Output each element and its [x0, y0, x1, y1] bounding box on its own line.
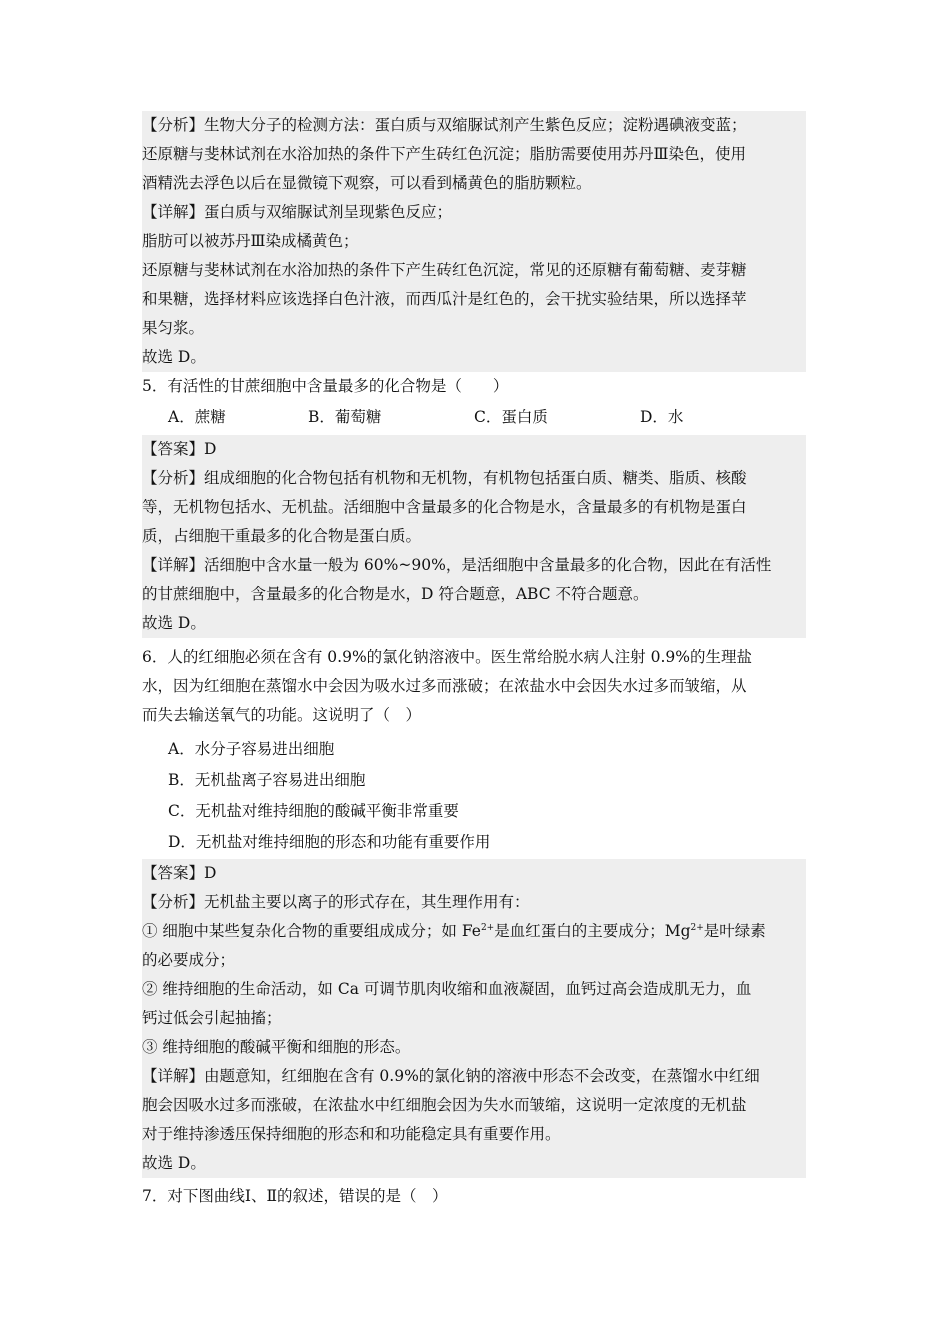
q4-analysis-line: 酒精洗去浮色以后在显微镜下观察，可以看到橘黄色的脂肪颗粒。 — [142, 174, 592, 192]
q6-point-1-text: ① 细胞中某些复杂化合物的重要组成成分；如 Fe — [142, 922, 481, 940]
q4-detail-line: 【详解】蛋白质与双缩脲试剂呈现紫色反应； — [142, 203, 453, 221]
q6-conclusion: 故选 D。 — [142, 1154, 206, 1172]
q6-point-1 — [142, 917, 806, 946]
q5-explanation-block — [142, 435, 806, 638]
q6-option-b: B．无机盐离子容易进出细胞 — [168, 771, 366, 789]
q5-detail-line: 【详解】活细胞中含水量一般为 60%~90%，是活细胞中含量最多的化合物，因此在有活性 — [142, 556, 772, 574]
q5-analysis-line: 等，无机物包括水、无机盐。活细胞中含量最多的化合物是水，含量最多的有机物是蛋白 — [142, 498, 747, 516]
mg-charge: 2+ — [690, 923, 704, 933]
q6-detail-line: 对于维持渗透压保持细胞的形态和和功能稳定具有重要作用。 — [142, 1125, 561, 1143]
q7-stem: 7．对下图曲线Ⅰ、Ⅱ的叙述，错误的是（ ） — [142, 1187, 448, 1205]
q5-detail-line: 的甘蔗细胞中，含量最多的化合物是水，D 符合题意，ABC 不符合题意。 — [142, 585, 649, 603]
q6-point-2-cont: 钙过低会引起抽搐； — [142, 1009, 282, 1027]
q5-options — [168, 403, 683, 432]
q6-stem-line: 水，因为红细胞在蒸馏水中会因为吸水过多而涨破；在浓盐水中会因失水过多而皱缩，从 — [142, 677, 747, 695]
q6-point-3: ③ 维持细胞的酸碱平衡和细胞的形态。 — [142, 1038, 411, 1056]
q6-option-d: D．无机盐对维持细胞的形态和功能有重要作用 — [168, 833, 491, 851]
q6-point-1-text: 是血红蛋白的主要成分；Mg — [494, 922, 691, 940]
q4-analysis-line: 【分析】生物大分子的检测方法：蛋白质与双缩脲试剂产生紫色反应；淀粉遇碘液变蓝； — [142, 116, 747, 134]
q6-detail-line: 【详解】由题意知，红细胞在含有 0.9%的氯化钠的溶液中形态不会改变，在蒸馏水中红细 — [142, 1067, 760, 1085]
q4-conclusion: 故选 D。 — [142, 348, 206, 366]
q6-answer: 【答案】D — [142, 864, 217, 882]
q5-conclusion: 故选 D。 — [142, 614, 206, 632]
q4-detail-line: 脂肪可以被苏丹Ⅲ染成橘黄色； — [142, 232, 359, 250]
q5-option-b: B．葡萄糖 — [308, 408, 382, 426]
q5-stem: 5．有活性的甘蔗细胞中含量最多的化合物是（ ） — [142, 377, 509, 395]
q6-explanation-block — [142, 859, 806, 1178]
q6-options — [168, 735, 490, 859]
q4-detail-line: 和果糖，选择材料应该选择白色汁液，而西瓜汁是红色的，会干扰实验结果，所以选择苹 — [142, 290, 747, 308]
fe-charge: 2+ — [480, 923, 495, 933]
q6-stem — [142, 643, 806, 730]
q4-detail-line: 果匀浆。 — [142, 319, 205, 337]
q5-analysis-line: 质，占细胞干重最多的化合物是蛋白质。 — [142, 527, 422, 545]
q5-option-c: C．蛋白质 — [474, 408, 548, 426]
q5-option-a: A．蔗糖 — [168, 408, 226, 426]
q6-stem-line: 6．人的红细胞必须在含有 0.9%的氯化钠溶液中。医生常给脱水病人注射 0.9%的生理盐 — [142, 648, 752, 666]
q5-analysis-line: 【分析】组成细胞的化合物包括有机物和无机物，有机物包括蛋白质、糖类、脂质、核酸 — [142, 469, 747, 487]
q6-stem-line: 而失去输送氧气的功能。这说明了（ ） — [142, 706, 422, 724]
q4-analysis-line: 还原糖与斐林试剂在水浴加热的条件下产生砖红色沉淀；脂肪需要使用苏丹Ⅲ染色，使用 — [142, 145, 746, 163]
q6-point-1-text: 是叶绿素 — [703, 922, 766, 940]
q6-option-c: C．无机盐对维持细胞的酸碱平衡非常重要 — [168, 802, 459, 820]
q6-point-2: ② 维持细胞的生命活动，如 Ca 可调节肌肉收缩和血液凝固，血钙过高会造成肌无力，血 — [142, 980, 752, 998]
q4-detail-line: 还原糖与斐林试剂在水浴加热的条件下产生砖红色沉淀，常见的还原糖有葡萄糖、麦芽糖 — [142, 261, 747, 279]
q5-option-d: D．水 — [640, 408, 684, 426]
q4-explanation-block — [142, 111, 806, 372]
q6-analysis-line: 【分析】无机盐主要以离子的形式存在，其生理作用有： — [142, 893, 530, 911]
q6-point-1-cont: 的必要成分； — [142, 951, 236, 969]
q6-detail-line: 胞会因吸水过多而涨破，在浓盐水中红细胞会因为失水而皱缩，这说明一定浓度的无机盐 — [142, 1096, 747, 1114]
q5-answer: 【答案】D — [142, 440, 217, 458]
q6-option-a: A．水分子容易进出细胞 — [168, 740, 335, 758]
